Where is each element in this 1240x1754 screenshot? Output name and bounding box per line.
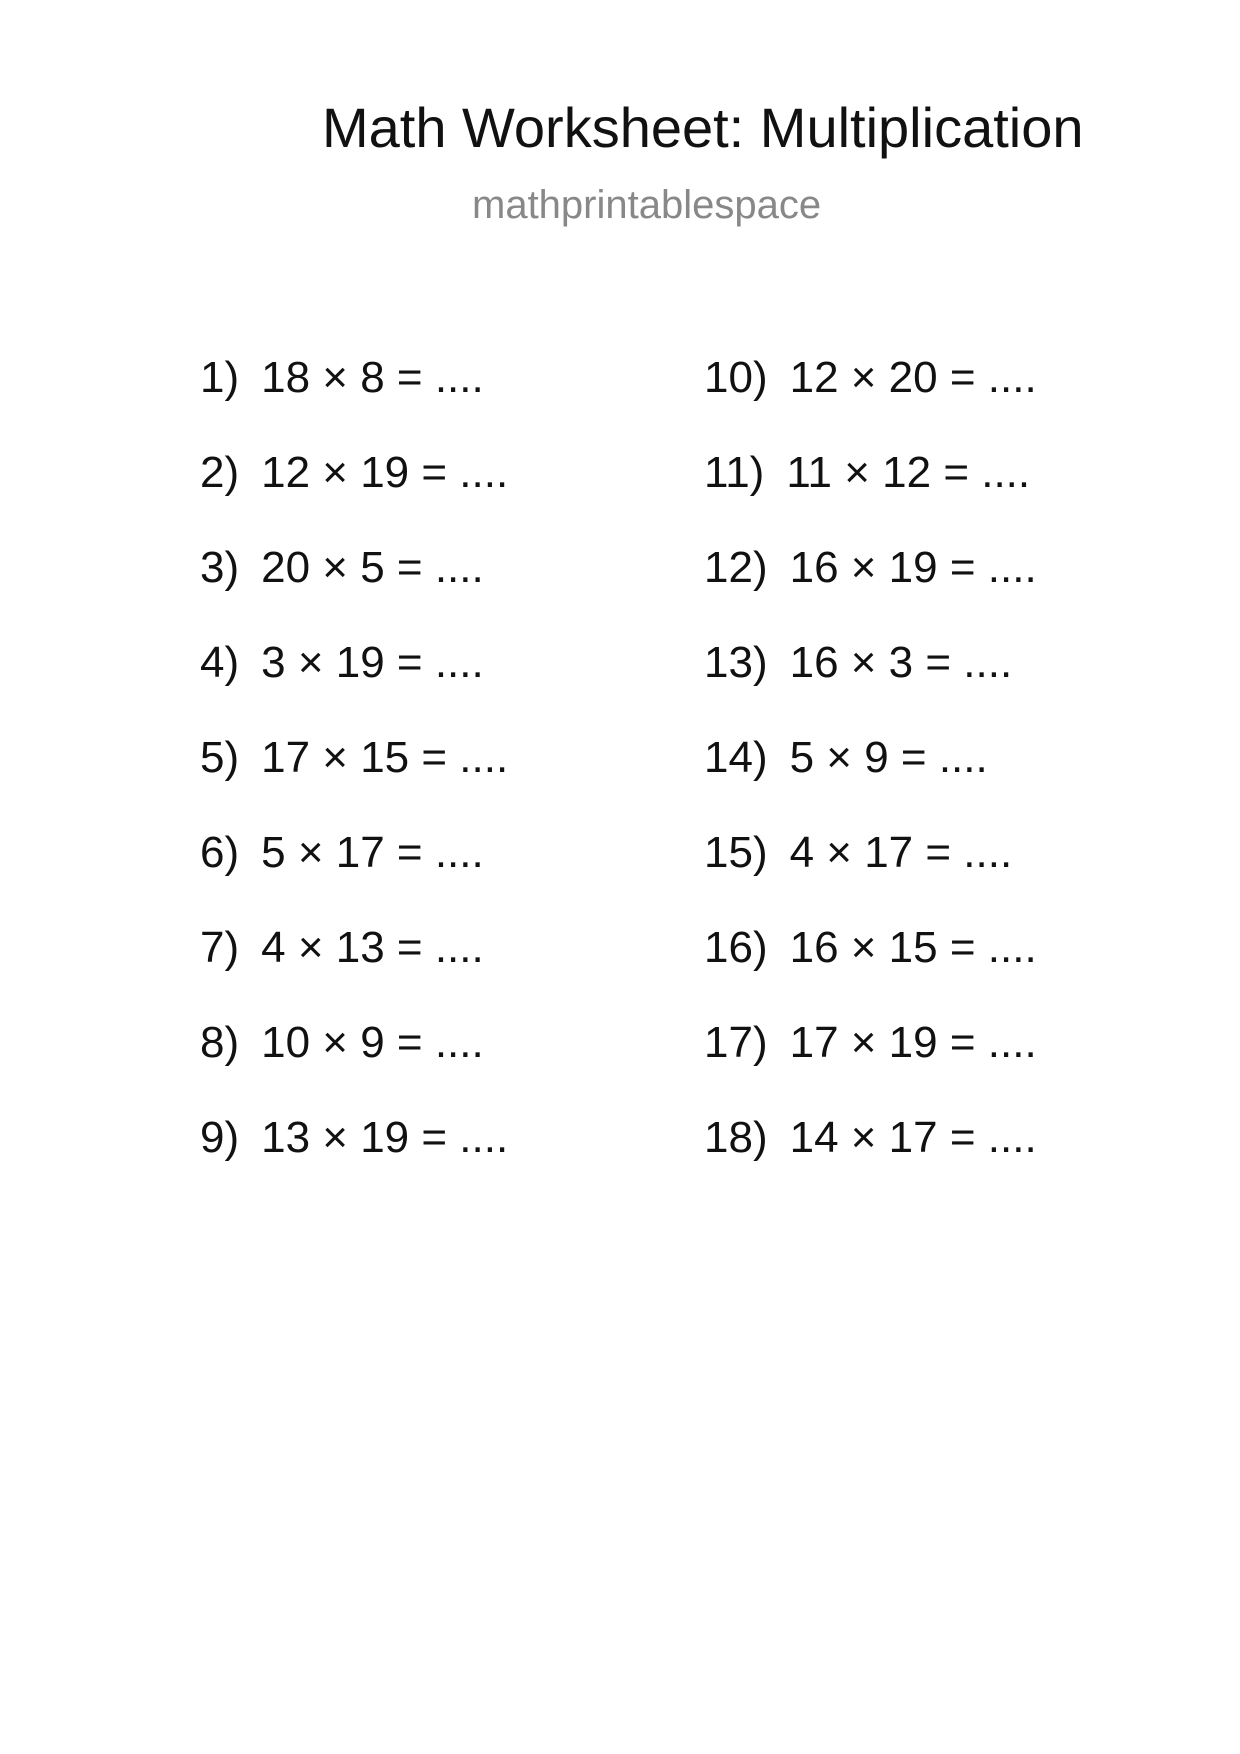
problem-17 [704, 1018, 1037, 1113]
problem-expression: 16 × 3 = .... [789, 638, 1013, 687]
problem-expression: 16 × 15 = .... [789, 923, 1037, 972]
problem-number: 15) [704, 828, 768, 877]
problem-11 [704, 448, 1037, 543]
problem-14 [704, 733, 1037, 828]
problem-expression: 14 × 17 = .... [789, 1113, 1037, 1162]
problem-16 [704, 923, 1037, 1018]
problem-number: 8) [200, 1018, 240, 1067]
worksheet-title: Math Worksheet: Multiplication [322, 96, 1084, 159]
problem-number: 12) [704, 543, 768, 592]
problem-1 [200, 353, 508, 448]
problem-expression: 17 × 15 = .... [261, 733, 509, 782]
problem-18 [704, 1113, 1037, 1208]
problem-expression: 13 × 19 = .... [261, 1113, 509, 1162]
problem-number: 7) [200, 923, 240, 972]
problem-expression: 18 × 8 = .... [261, 353, 484, 402]
problem-number: 16) [704, 923, 768, 972]
problem-4 [200, 638, 508, 733]
problem-number: 4) [200, 638, 240, 687]
problem-2 [200, 448, 508, 543]
problems-column-right [704, 353, 1037, 1208]
problem-5 [200, 733, 508, 828]
problem-number: 14) [704, 733, 768, 782]
problem-6 [200, 828, 508, 923]
problem-9 [200, 1113, 508, 1208]
problem-3 [200, 543, 508, 638]
problem-number: 11) [704, 448, 765, 497]
problem-13 [704, 638, 1037, 733]
problem-expression: 17 × 19 = .... [789, 1018, 1037, 1067]
problem-number: 17) [704, 1018, 768, 1067]
worksheet-subtitle: mathprintablespace [472, 183, 822, 227]
problem-8 [200, 1018, 508, 1113]
problem-15 [704, 828, 1037, 923]
problem-expression: 3 × 19 = .... [261, 638, 484, 687]
problem-expression: 5 × 17 = .... [261, 828, 484, 877]
problem-7 [200, 923, 508, 1018]
problem-expression: 11 × 12 = .... [786, 448, 1031, 497]
problem-number: 18) [704, 1113, 768, 1162]
problem-expression: 12 × 20 = .... [789, 353, 1037, 402]
problem-expression: 12 × 19 = .... [261, 448, 509, 497]
problem-number: 1) [200, 353, 240, 402]
problem-number: 3) [200, 543, 240, 592]
problem-number: 13) [704, 638, 768, 687]
problem-10 [704, 353, 1037, 448]
problem-expression: 4 × 17 = .... [789, 828, 1013, 877]
problem-expression: 16 × 19 = .... [789, 543, 1037, 592]
problem-number: 9) [200, 1113, 240, 1162]
problem-expression: 5 × 9 = .... [789, 733, 988, 782]
problem-expression: 20 × 5 = .... [261, 543, 484, 592]
problem-number: 5) [200, 733, 240, 782]
problem-number: 6) [200, 828, 240, 877]
problem-number: 10) [704, 353, 768, 402]
problem-expression: 4 × 13 = .... [261, 923, 484, 972]
problem-number: 2) [200, 448, 240, 497]
problems-column-left [200, 353, 508, 1208]
problem-12 [704, 543, 1037, 638]
problem-expression: 10 × 9 = .... [261, 1018, 484, 1067]
